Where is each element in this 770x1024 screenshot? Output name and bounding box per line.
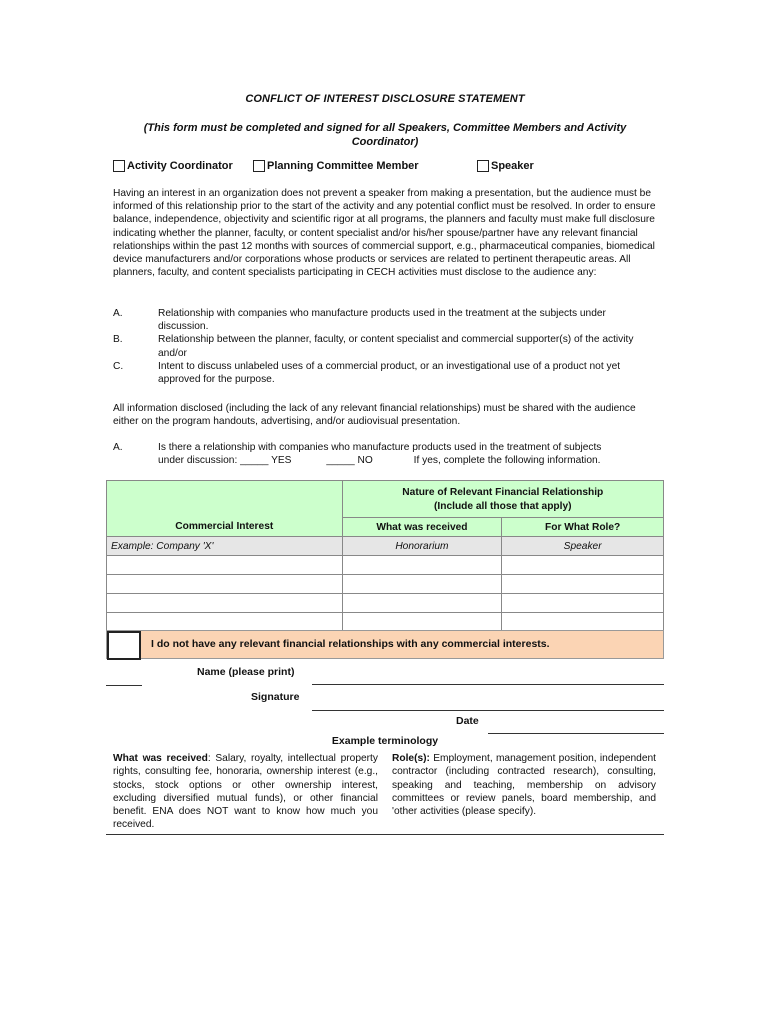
- list-item: [113, 333, 658, 359]
- role-speaker[interactable]: [477, 160, 534, 172]
- received-terminology: [113, 752, 378, 832]
- role-term: Role(s):: [392, 753, 430, 764]
- name-field[interactable]: [312, 684, 664, 685]
- header-commercial-interest-cell: [107, 481, 343, 537]
- example-received: Honorarium: [342, 537, 502, 556]
- received-text: : Salary, royalty, intellectual property rights, consulting fee, honoraria, ownership interest (e.g., stocks, stock options or other ownership interest, excluding diversified mutual funds), or other financial benefit. ENA does NOT want to know how much you received.: [113, 753, 378, 831]
- input-received-cell[interactable]: [342, 556, 502, 575]
- input-received-cell[interactable]: [342, 575, 502, 594]
- name-label: Name (please print): [197, 666, 295, 678]
- relationship-question: [113, 441, 658, 467]
- table-row: [107, 594, 664, 613]
- col-what-received: What was received: [342, 518, 502, 537]
- disclosure-list: [113, 307, 658, 386]
- initial-line[interactable]: [106, 685, 142, 686]
- signature-field[interactable]: [312, 710, 664, 711]
- list-marker: C.: [113, 360, 124, 372]
- received-term: What was received: [113, 753, 208, 764]
- role-label: Speaker: [491, 160, 534, 172]
- list-marker: B.: [113, 334, 123, 346]
- date-field[interactable]: [488, 733, 664, 734]
- input-interest-cell[interactable]: [107, 594, 343, 613]
- list-marker: A.: [113, 308, 123, 319]
- header-nature: Nature of Relevant Financial Relationship: [402, 487, 604, 498]
- input-interest-cell[interactable]: [107, 556, 343, 575]
- page-subtitle: (This form must be completed and signed for all Speakers, Committee Members and Activity Coordinator): [143, 122, 627, 148]
- checkbox-activity-coordinator[interactable]: [113, 160, 125, 172]
- terminology-title: Example terminology: [331, 735, 439, 747]
- input-role-cell[interactable]: [502, 556, 664, 575]
- role-label: Activity Coordinator: [127, 160, 233, 172]
- checkbox-planning-committee-member[interactable]: [253, 160, 265, 172]
- signature-label: Signature: [251, 691, 300, 703]
- checkbox-speaker[interactable]: [477, 160, 489, 172]
- list-text: Intent to discuss unlabeled uses of a commercial product, or an investigational use of a product not yet approved for the purpose.: [158, 360, 621, 386]
- question-yes[interactable]: under discussion: _____ YES: [158, 455, 292, 467]
- role-terminology: [392, 752, 656, 818]
- example-role: Speaker: [502, 537, 664, 556]
- question-no[interactable]: _____ NO: [326, 455, 373, 467]
- no-relationship-text: I do not have any relevant financial relationships with any commercial interests.: [151, 638, 550, 650]
- list-item: [113, 307, 658, 333]
- role-checkboxes: [113, 160, 673, 176]
- question-instruction: If yes, complete the following information.: [413, 455, 601, 467]
- role-text: Employment, management position, independent contractor (including contracted research), consulting, speaking and teaching, membership on advisory committees or review panels, board membership, and 'other activities (please specify).: [392, 753, 656, 818]
- date-label: Date: [456, 715, 479, 727]
- input-role-cell[interactable]: [502, 575, 664, 594]
- role-label: Planning Committee Member: [267, 160, 419, 172]
- input-role-cell[interactable]: [502, 594, 664, 613]
- input-received-cell[interactable]: [342, 613, 502, 632]
- input-interest-cell[interactable]: [107, 613, 343, 632]
- col-for-what-role: For What Role?: [502, 518, 664, 537]
- question-line-2: [158, 454, 658, 467]
- question-line-1: Is there a relationship with companies who manufacture products used in the treatment of subjects: [158, 442, 602, 453]
- input-role-cell[interactable]: [502, 613, 664, 632]
- list-text: Relationship between the planner, faculty, or content specialist and commercial supporter(s) of the activity and/or: [158, 334, 634, 359]
- question-marker: A.: [113, 442, 123, 453]
- shared-info-paragraph: All information disclosed (including the lack of any relevant financial relationships) must be shared with the audience either on the program handouts, advertising, and/or audiovisual presentation.: [113, 403, 636, 428]
- table-row: [107, 613, 664, 632]
- intro-paragraph: Having an interest in an organization does not prevent a speaker from making a presentation, but the audience must be informed of this relationship prior to the start of the activity and any potential conflict must be resolved. In order to ensure balance, independence, objectivity and scientific rigor at all programs, the planners and faculty must make full disclosure indicating whether the planner, faculty, or content specialist and/or his/her spouse/partner have any relevant financial relationships within the past 12 months with sources of commercial support, e.g., pharmaceutical companies, biomedical device manufacturers and/or corporations whose products or services are related to pertinent therapeutic areas. All planners, faculty, and content specialists participating in CECH activities must disclose to the audience any:: [113, 188, 656, 279]
- example-interest: Example: Company 'X': [107, 537, 343, 556]
- header-nature-cell: [342, 481, 663, 518]
- financial-relationship-table: [106, 480, 664, 632]
- table-row-example: [107, 537, 664, 556]
- input-received-cell[interactable]: [342, 594, 502, 613]
- role-activity-coordinator[interactable]: [113, 160, 233, 172]
- list-text: Relationship with companies who manufacture products used in the treatment at the subjects under discussion.: [158, 308, 606, 333]
- table-row: [107, 556, 664, 575]
- header-nature-sub: (Include all those that apply): [434, 501, 572, 512]
- no-relationship-checkbox[interactable]: [107, 631, 141, 660]
- question-item: [113, 441, 658, 467]
- no-relationship-box: [106, 630, 664, 659]
- bottom-divider: [106, 834, 664, 835]
- list-item: [113, 360, 658, 386]
- role-planning-committee-member[interactable]: [253, 160, 419, 172]
- page-title: CONFLICT OF INTEREST DISCLOSURE STATEMENT: [245, 93, 525, 105]
- input-interest-cell[interactable]: [107, 575, 343, 594]
- col-commercial-interest: Commercial Interest: [175, 521, 274, 532]
- table-row: [107, 575, 664, 594]
